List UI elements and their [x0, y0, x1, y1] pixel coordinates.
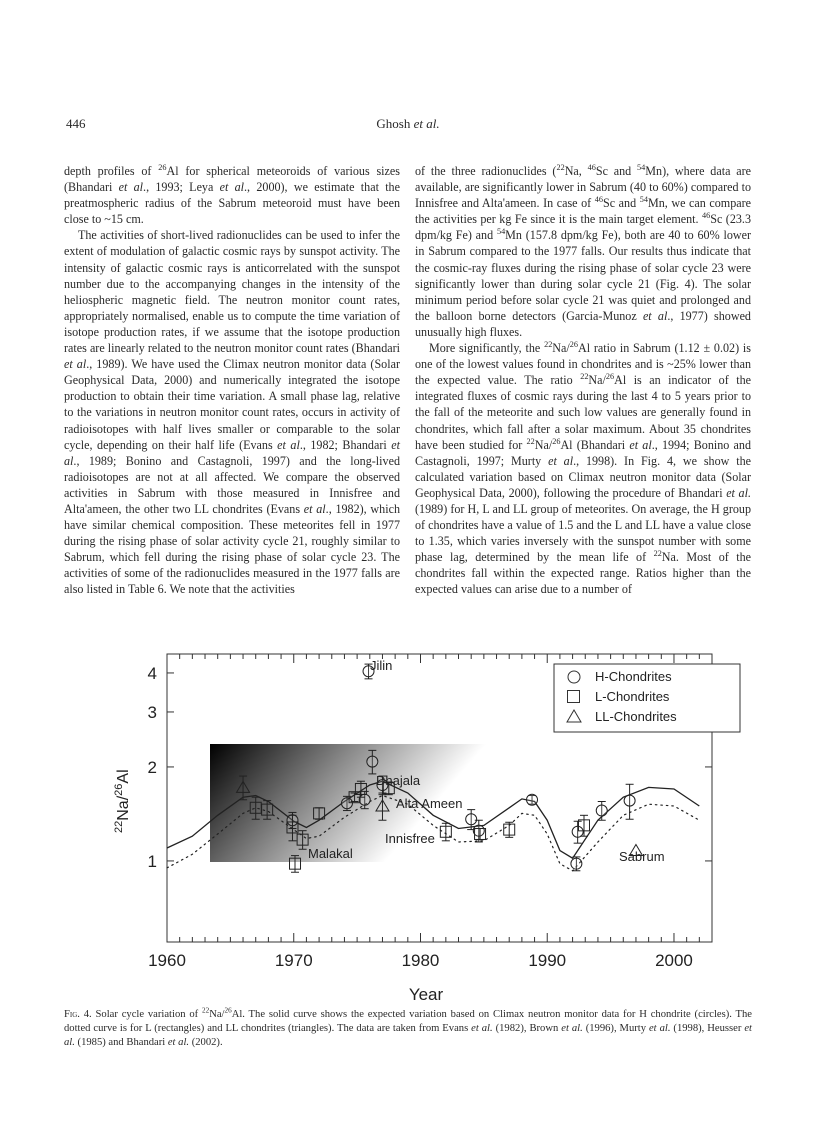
x-axis-label: Year	[408, 985, 444, 1004]
data-point-h-chondrite	[572, 826, 583, 837]
x-tick-label: 1980	[401, 951, 440, 970]
figure-4	[100, 650, 750, 1010]
text-column-right	[415, 163, 751, 598]
data-point-h-chondrite	[596, 805, 607, 816]
figure-caption: Fig. 4. Solar cycle variation of $^{22}$Na/$^{26}$Al. The solid curve shows the expected variation based on Climax neutron monitor data for H chondrite (circles). The dotted curve is for L (rectangles) and LL chondrites (triangles). The data are taken from Evans et al. (1982), Brown et al. (1996), Murty et al. (1998), Heusser et al. (1985) and Bhandari et al. (2002).	[64, 1006, 753, 1048]
paragraph: More significantly, the $^{22}$Na/$^{26}$Al ratio in Sabrum (1.12 ± 0.02) is one of the lowest values found in chondrites and is ~25% lower than the expected value. The ratio $^{22}$Na/$^{26}$Al is an indicator of the integrated fluxes of cosmic rays during the last 4 to 5 years prior to the fall of the meteorite and such low values are generally found in chondrites, which fall after a solar maximum. About 35 chondrites have been studied for $^{22}$Na/$^{26}$Al (Bhandari et al., 1994; Bonino and Castagnoli, 1997; Murty et al., 1998). In Fig. 4, we show the calculated variation based on Climax neutron monitor data (Solar Geophysical Data, 2000), following the procedure of Bhandari et al. (1989) for H, L and LL group of meteorites. On average, the H group of chondrites have a value of 1.5 and the L and LL have a value close to 1.35, which varies inversely with the sunspot number with some phase lag, determined by the mean life of $^{22}$Na. Most of the chondrites fall within the expected range. Ratios higher than the expected values can arise due to a number of	[415, 340, 752, 597]
x-tick-label: 1970	[274, 951, 313, 970]
y-tick-label: 4	[147, 663, 157, 683]
annotation-sabrum: Sabrum	[619, 849, 665, 864]
y-tick-label: 1	[147, 851, 157, 871]
data-point-h-chondrite	[367, 756, 378, 767]
page-header	[0, 116, 816, 136]
x-tick-label: 2000	[655, 951, 693, 970]
annotation-malakal: Malakal	[308, 846, 353, 861]
text-column-left	[64, 163, 400, 598]
data-point-h-chondrite	[466, 814, 477, 825]
annotation-innisfree: Innisfree	[385, 831, 435, 846]
page-number: 446	[66, 116, 86, 131]
x-tick-label: 1990	[528, 951, 567, 970]
data-point-h-chondrite	[341, 798, 352, 809]
y-axis-label: $^{22}$Na/$^{26}$Al	[113, 769, 132, 833]
annotation-jilin: Jilin	[370, 658, 393, 673]
data-point-h-chondrite	[527, 794, 538, 805]
x-tick-label: 1960	[148, 951, 186, 970]
chart-svg	[100, 650, 750, 1010]
legend-ll-chondrites: LL-Chondrites	[595, 709, 677, 724]
data-point-h-chondrite	[571, 858, 582, 869]
y-tick-label: 2	[147, 757, 157, 777]
annotation-dhajala: Dhajala	[376, 773, 421, 788]
paragraph: The activities of short-lived radionuclides can be used to infer the extent of modulation of galactic cosmic rays by sunspot activity. The intensity of galactic cosmic rays is anticorrelated with the sunspot number due to the accompanying changes in the intensity of the heliospheric magnetic field. The neutron monitor count rates, appropriately normalised, enable us to compute the time variation of isotope production rates, if we assume that the isotope production rates are linearly related to the neutron monitor count rates (Bhandari et al., 1989). We have used the Climax neutron monitor data (Solar Geophysical Data, 2000) and numerically integrated the isotope production to obtain their time variation. A small phase lag, relative to the variations in neutron monitor count rates, occurs in activity of radioisotopes with half lives smaller or comparable to the solar cycle, depending on their half life (Evans et al., 1982; Bhandari et al., 1989; Bonino and Castagnoli, 1997) and the long-lived radioisotopes are not at all affected. We compare the observed activities in Sabrum with those measured in Innisfree and Alta'ameen, the other two LL chondrites (Evans et al., 1982), which have similar chemical composition. These meteorites fell in 1977 during the rising phase of solar activity cycle 21, roughly similar to Sabrum, which fell during the rising phase of solar cycle 23. The activities of some of the radionuclides measured in the 1977 falls are also listed in Table 6. We note that the activities	[64, 228, 400, 597]
legend-l-chondrites: L-Chondrites	[595, 689, 670, 704]
legend-h-chondrites: H-Chondrites	[595, 669, 672, 684]
data-point-h-chondrite	[624, 795, 635, 806]
running-head: Ghosh et al.	[376, 116, 440, 131]
legend	[554, 664, 740, 732]
y-tick-label: 3	[147, 702, 157, 722]
paragraph: depth profiles of $^{26}$Al for spherical meteoroids of various sizes (Bhandari et al., 1993; Leya et al., 2000), we estimate that the preatmospheric radius of the Sabrum meteoroid must have been close to ~15 cm.	[64, 162, 400, 227]
annotation-alta-ameen: Alta Ameen	[396, 796, 463, 811]
paragraph: of the three radionuclides ($^{22}$Na, $^{46}$Sc and $^{54}$Mn), where data are available, are significantly lower in Sabrum (40 to 60%) compared to Innisfree and Alta'ameen. In case of $^{46}$Sc and $^{54}$Mn, we can compare the activities per kg Fe since it is the main target element. $^{46}$Sc (23.3 dpm/kg Fe) and $^{54}$Mn (157.8 dpm/kg Fe), both are 40 to 60% lower in Sabrum compared to the 1977 falls. Our results thus indicate that the cosmic-ray fluxes during the rising phase of solar cycle 23 were significantly lower than during solar cycle 21 (Fig. 4). The solar minimum period before solar cycle 21 was quiet and prolonged and the balloon borne detectors (Garcia-Munoz et al., 1977) showed unusually high fluxes.	[415, 162, 752, 339]
